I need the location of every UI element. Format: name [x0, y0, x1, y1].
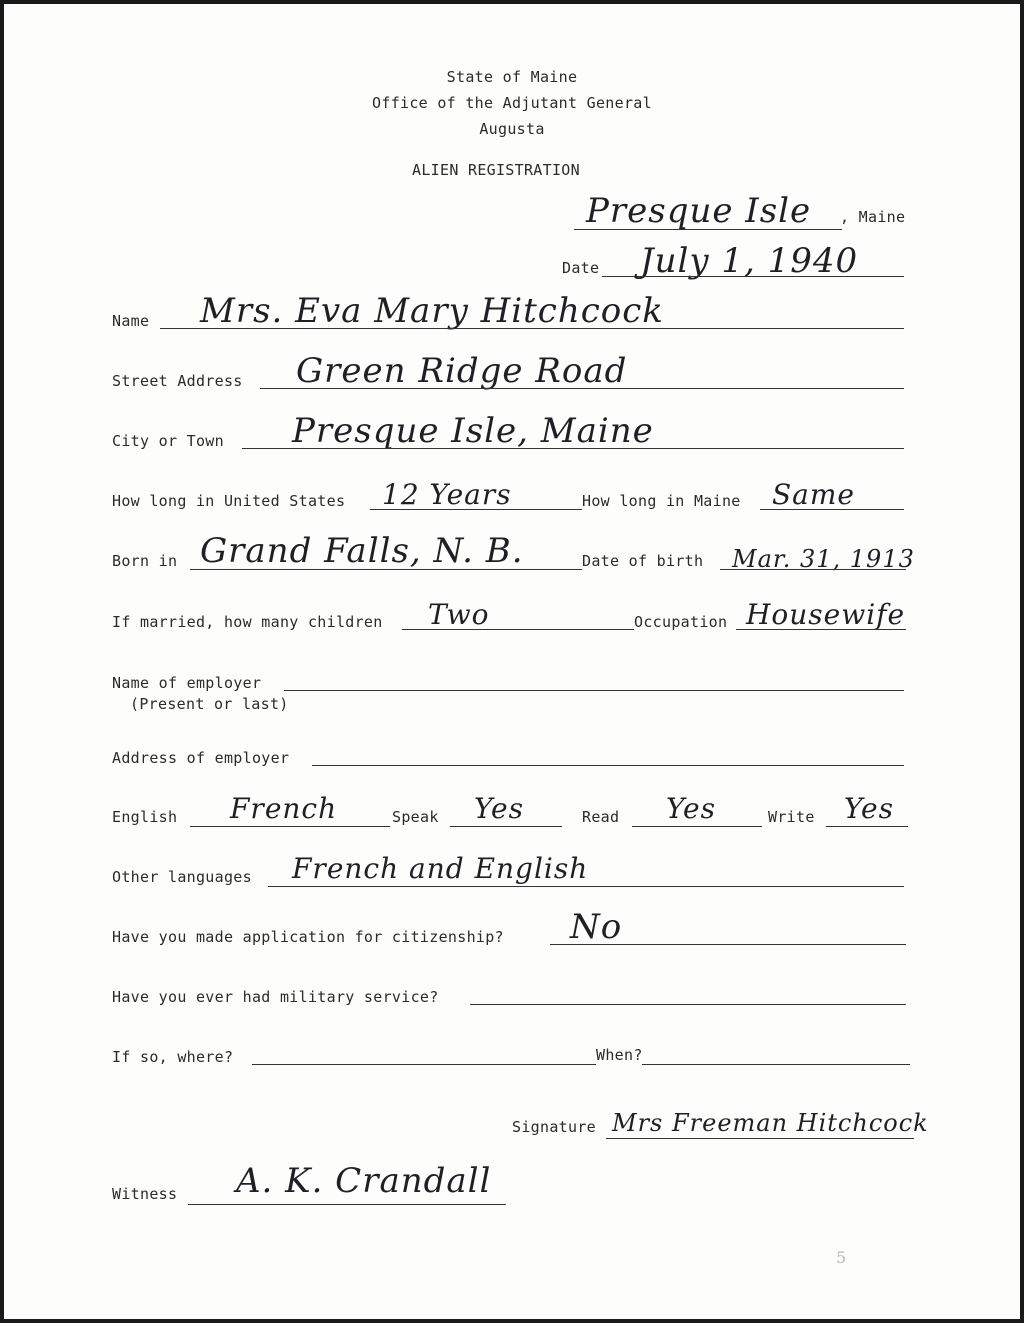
place-line — [574, 229, 842, 230]
when-line — [642, 1064, 910, 1065]
signature-line — [606, 1138, 914, 1139]
place-suffix: , Maine — [840, 208, 906, 226]
witness-value: A. K. Crandall — [236, 1161, 492, 1201]
born-in-value: Grand Falls, N. B. — [200, 531, 524, 571]
how-long-maine-label: How long in Maine — [582, 492, 741, 510]
children-value: Two — [428, 598, 490, 631]
how-long-maine-value: Same — [772, 478, 855, 511]
english-line — [190, 826, 390, 827]
street-value: Green Ridge Road — [296, 351, 628, 391]
speak-line — [450, 826, 562, 827]
occupation-value: Housewife — [746, 598, 906, 631]
where-line — [252, 1064, 596, 1065]
header-city: Augusta — [479, 120, 545, 138]
city-line — [242, 448, 904, 449]
english-value: French — [230, 792, 338, 825]
write-value: Yes — [844, 792, 894, 825]
citizenship-label: Have you made application for citizenship? — [112, 928, 504, 946]
children-line — [402, 629, 634, 630]
read-label: Read — [582, 808, 620, 826]
children-label: If married, how many children — [112, 613, 383, 631]
header-state: State of Maine — [446, 68, 578, 86]
how-long-us-line — [370, 509, 582, 510]
city-value: Presque Isle, Maine — [292, 411, 654, 451]
write-line — [826, 826, 908, 827]
form-page — [4, 4, 1020, 1319]
dob-value: Mar. 31, 1913 — [732, 545, 915, 573]
military-line — [470, 1004, 906, 1005]
street-label: Street Address — [112, 372, 243, 390]
place-value: Presque Isle — [586, 191, 812, 231]
born-in-label: Born in — [112, 552, 178, 570]
signature-label: Signature — [512, 1118, 596, 1136]
employer-line — [284, 690, 904, 691]
how-long-us-value: 12 Years — [382, 478, 512, 511]
employer-sublabel: (Present or last) — [130, 695, 289, 713]
form-title: ALIEN REGISTRATION — [412, 161, 580, 179]
date-label: Date — [562, 259, 600, 277]
other-languages-label: Other languages — [112, 868, 252, 886]
speak-value: Yes — [474, 792, 524, 825]
witness-label: Witness — [112, 1185, 178, 1203]
name-line — [160, 328, 904, 329]
signature-value: Mrs Freeman Hitchcock — [612, 1109, 929, 1137]
employer-address-label: Address of employer — [112, 749, 290, 767]
header-office: Office of the Adjutant General — [372, 94, 652, 112]
occupation-label: Occupation — [634, 613, 728, 631]
where-label: If so, where? — [112, 1048, 234, 1066]
street-line — [260, 388, 904, 389]
citizenship-line — [550, 944, 906, 945]
occupation-line — [736, 629, 906, 630]
dob-line — [720, 569, 906, 570]
write-label: Write — [768, 808, 815, 826]
name-value: Mrs. Eva Mary Hitchcock — [200, 291, 664, 331]
date-value: July 1, 1940 — [640, 241, 859, 281]
other-languages-value: French and English — [292, 852, 589, 885]
name-label: Name — [112, 312, 150, 330]
witness-line — [188, 1204, 506, 1205]
military-label: Have you ever had military service? — [112, 988, 439, 1006]
speak-label: Speak — [392, 808, 439, 826]
date-line — [602, 276, 904, 277]
english-label: English — [112, 808, 178, 826]
employer-label: Name of employer — [112, 674, 262, 692]
city-label: City or Town — [112, 432, 224, 450]
citizenship-value: No — [570, 907, 623, 947]
other-languages-line — [268, 886, 904, 887]
born-in-line — [190, 569, 582, 570]
read-line — [632, 826, 762, 827]
when-label: When? — [596, 1046, 643, 1064]
read-value: Yes — [666, 792, 716, 825]
employer-address-line — [312, 765, 904, 766]
dob-label: Date of birth — [582, 552, 704, 570]
how-long-maine-line — [760, 509, 904, 510]
page-number: 5 — [836, 1248, 847, 1267]
how-long-us-label: How long in United States — [112, 492, 346, 510]
